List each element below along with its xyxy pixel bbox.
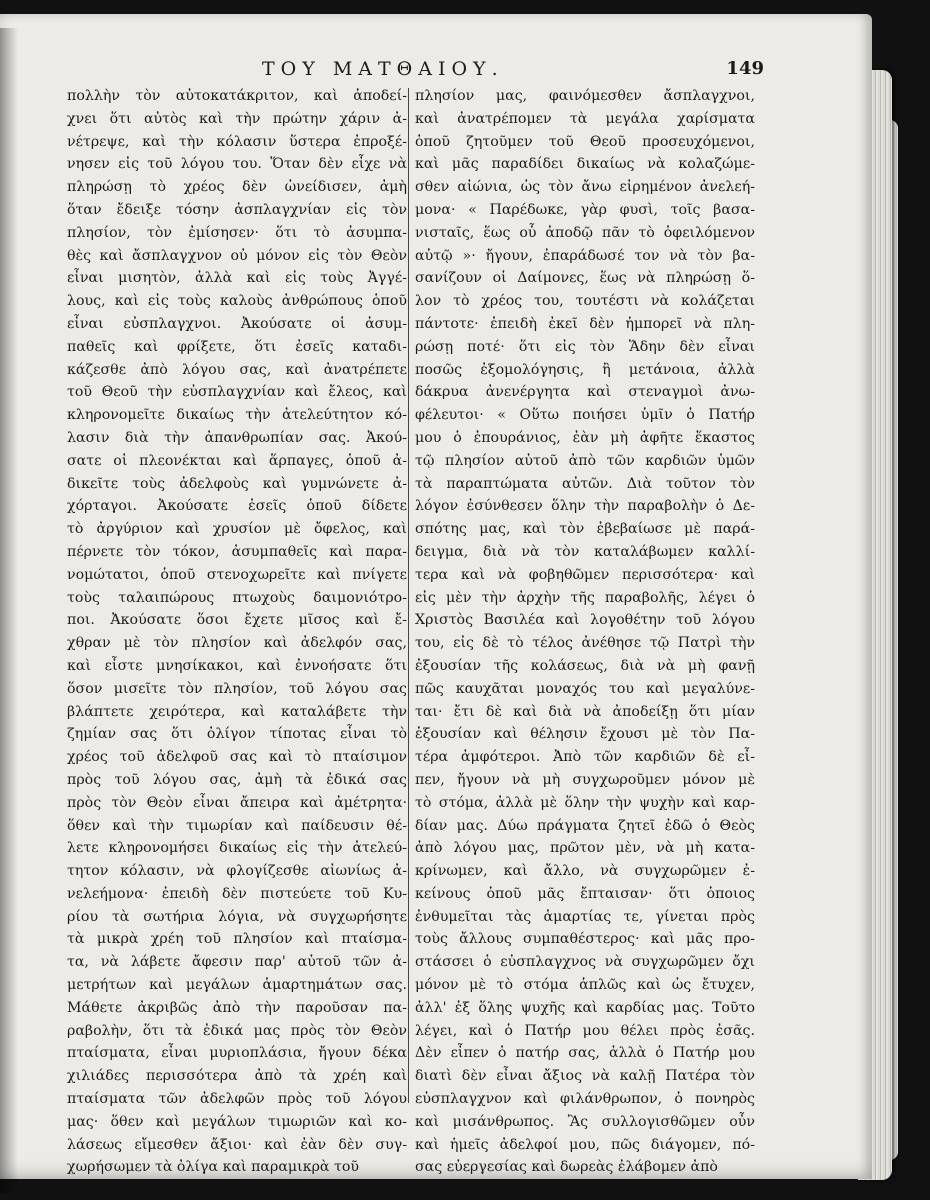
text-line: αὐτῷ »· ἤγουν, ἐπαράδωσέ τον νὰ τὸν βα- (415, 247, 755, 264)
text-line: δειγμα, διὰ νὰ τὸν καταλάβωμεν καλλί- (415, 543, 755, 560)
text-line: χρέος τοῦ ἀδελφοῦ σας καὶ τὸ πταίσιμον (67, 749, 407, 766)
text-line: κληρονομεῖτε δικαίως τὴν ἀτελεύτητον κό- (67, 407, 407, 424)
text-line: πεν, ἤγουν νὰ μὴ συγχωροῦμεν μόνον μὲ (415, 771, 755, 788)
text-line: εἰς μὲν τὴν ἀρχὴν τῆς παραβολῆς, λέγει ὁ (415, 589, 755, 606)
text-line: κάζεσθε ἀπὸ λόγου σας, καὶ ἀνατρέπετε (67, 361, 407, 378)
text-line: φέλευτοι· « Οὕτω ποιήσει ὑμῖν ὁ Πατήρ (415, 407, 755, 424)
text-line: καὶ μισάνθρωπος. Ἂς συλλογισθῶμεν οὖν (415, 1113, 755, 1130)
text-line: τὰ παραπτώματα αὐτῶν. Διὰ τοῦτον τὸν (415, 475, 755, 492)
text-line: ποι. Ἀκούσατε ὅσοι ἔχετε μῖσος καὶ ἔ- (67, 612, 407, 629)
text-line: μας· ὅθεν καὶ μεγάλων τιμωριῶν καὶ κο- (67, 1113, 407, 1130)
text-line: σπότης μας, καὶ τὸν ἐβεβαίωσε μὲ παρά- (415, 521, 755, 538)
text-line: ἀλλ' ἐξ ὅλης ψυχῆς καὶ καρδίας μας. Τοῦτο (415, 999, 755, 1016)
text-line: λέγει, καὶ ὁ Πατήρ μου θέλει πρὸς ἐσᾶς. (415, 1022, 755, 1039)
text-line: τέρα ἀμφότεροι. Ἀπὸ τῶν καρδιῶν δὲ εἶ- (415, 749, 755, 766)
text-line: τὰ μικρὰ χρέη τοῦ πλησίον καὶ πταίσμα- (67, 931, 407, 948)
text-line: πολλὴν τὸν αὐτοκατάκριτον, καὶ ἀποδεί- (67, 88, 407, 104)
text-line: νέτρεψε, καὶ τὴν κόλασιν ὕστερα ἐπροξέ- (67, 133, 407, 150)
text-line: διατὶ δὲν εἶναι ἄξιος νὰ καλῇ Πατέρα τὸν (415, 1068, 755, 1085)
text-line: καὶ ἡμεῖς ἀδελφοί μου, πῶς διάγομεν, πό- (415, 1136, 755, 1153)
text-line: λον τὸ χρέος του, τουτέστι νὰ κολάζεται (415, 293, 755, 310)
text-line: χωρήσωμεν τὰ ὀλίγα καὶ παραμικρὰ τοῦ (67, 1159, 360, 1176)
spine-shadow (0, 28, 18, 1193)
text-line: τητον κόλασιν, νὰ φλογίζεσθε αἰωνίως ἀ- (67, 863, 407, 880)
text-line: τερα καὶ νὰ φοβηθῶμεν περισσότερα· καὶ (415, 566, 755, 583)
text-line: μετρήτων καὶ μεγάλων ἁμαρτημάτων σας. (67, 977, 407, 994)
text-line: πταίσματα, εἶναι μυριοπλάσια, ἤγουν δέκα (67, 1045, 407, 1062)
text-line: σανίζουν οἱ Δαίμονες, ἕως νὰ πληρώσῃ ὅ- (415, 270, 755, 287)
text-line: σατε οἱ πλεονέκται καὶ ἅρπαγες, ὁποῦ ἀ- (67, 452, 407, 469)
text-line: καὶ ἀνατρέπομεν τὰ μεγάλα χαρίσματα (415, 110, 755, 127)
right-text-column (415, 85, 755, 1179)
text-line: χθραν μὲ τὸν πλησίον καὶ ἀδελφόν σας, (67, 635, 407, 652)
text-line: σας εὐεργεσίας καὶ δωρεὰς ἐλάβομεν ἀπὸ (415, 1159, 718, 1176)
text-line: στάσσει ὁ εὐσπλαγχνος νὰ συγχωρῶμεν ὄχι (415, 954, 755, 971)
text-line: δικεῖτε τοὺς ἀδελφοὺς καὶ γυμνώνετε ἀ- (67, 475, 407, 492)
text-line: χόρταγοι. Ἀκούσατε ἐσεῖς ὁποῦ δίδετε (67, 498, 407, 515)
text-line: τῷ πλησίον αὐτοῦ ἀπὸ τῶν καρδιῶν ὑμῶν (415, 452, 755, 469)
text-line: χιλιάδες περισσότερα ἀπὸ τὰ χρέη καὶ (67, 1068, 407, 1085)
text-line: πῶς καυχᾶται μοναχός του καὶ μεγαλύνε- (415, 680, 755, 697)
text-line: μόνον μὲ τὸ στόμα ἁπλῶς καὶ ὡς ἔτυχεν, (415, 977, 755, 994)
text-line: πρὸς τοῦ λόγου σας, ἀμὴ τὰ ἐδικά σας (67, 771, 407, 788)
text-line: ζημίαν σας ὅτι ὀλίγον τίποτας εἶναι τὸ (67, 726, 407, 743)
text-line: νησεν εἰς τοῦ λόγου του. Ὅταν δὲν εἶχε νὰ (67, 156, 407, 173)
text-line: δάκρυα ἀνενέργητα καὶ στεναγμοὶ ἀνω- (415, 384, 755, 401)
text-line: νελεήμονα· ἐπειδὴ δὲν πιστεύετε τοῦ Κυ- (67, 885, 407, 902)
column-divider (408, 88, 409, 1103)
text-line: χνει ὅτι αὐτὸς καὶ τὴν πρώτην χάριν ἀ- (67, 110, 407, 127)
text-line: νισταῖς, ἕως οὗ ἀποδῷ πᾶν τὸ ὀφειλόμενον (415, 224, 755, 241)
left-text-column (67, 85, 407, 1179)
text-line: τοὺς ταλαιπώρους πτωχοὺς δαιμονιότρο- (67, 589, 407, 606)
text-line: τὸ ἀργύριον καὶ χρυσίον μὲ ὄφελος, καὶ (67, 521, 407, 538)
text-line: λάσεως εἴμεσθεν ἄξιοι· καὶ ἐὰν δὲν συγ- (67, 1136, 407, 1153)
page-header (66, 58, 766, 88)
text-line: λασιν διὰ τὴν ἀπανθρωπίαν σας. Ἀκού- (67, 429, 407, 446)
text-line: δίαν μας. Δύω πράγματα ζητεῖ ἐδῶ ὁ Θεὸς (415, 817, 755, 834)
text-line: ὅταν ἔδειξε τόσην ἀσπλαγχνίαν εἰς τὸν (67, 201, 407, 218)
text-line: ρίου τὰ σωτήρια λόγια, νὰ συγχωρήσητε (67, 908, 407, 925)
text-line: μονα· « Παρέδωκε, γὰρ φυσὶ, τοῖς βασα- (415, 201, 755, 218)
text-line: ται· ἔτι δὲ καὶ διὰ νὰ ἀποδείξῃ ὅτι μίαν (415, 703, 755, 720)
text-line: νομώτατοι, ὁποῦ στενοχωρεῖτε καὶ πνίγετε (67, 566, 407, 583)
text-line: εἶναι μισητὸν, ἀλλὰ καὶ εἰς τοὺς Ἀγγέ- (67, 270, 407, 287)
text-line: ἐνθυμεῖται τὰς ἁμαρτίας τε, γίνεται πρὸς (415, 908, 755, 925)
text-line: λόγον ἐσύνθεσεν ὅλην τὴν παραβολὴν ὁ Δε- (415, 498, 755, 515)
text-line: τοὺς ἄλλους συμπαθέστερος· καὶ μᾶς προ- (415, 931, 755, 948)
text-line: πληρώσῃ τὸ χρέος δὲν ὠνείδισεν, ἀμὴ (67, 179, 407, 196)
text-line: ρώσῃ ποτέ· ὅτι εἰς τὸν Ἅδην δὲν εἶναι (415, 338, 755, 355)
text-line: παθεῖς καὶ φρίξετε, ὅτι ἐσεῖς καταδι- (67, 338, 407, 355)
text-line: εἶναι εὐσπλαγχνοι. Ἀκούσατε οἱ ἀσυμ- (67, 315, 407, 332)
text-line: μου ὁ ἐπουράνιος, ἐὰν μὴ ἀφῆτε ἕκαστος (415, 429, 755, 446)
text-line: καὶ μᾶς παραδίδει δικαίως νὰ κολαζώμε- (415, 156, 755, 173)
text-line: ἐξουσίαν τῆς κολάσεως, διὰ νὰ μὴ φανῇ (415, 657, 755, 674)
text-line: ὁποῦ ζητοῦμεν τοῦ Θεοῦ προσευχόμενοι, (415, 133, 755, 150)
text-line: πάντοτε· ἐπειδὴ ἐκεῖ δὲν ἠμπορεῖ νὰ πλη- (415, 315, 755, 332)
text-line: λους, καὶ εἰς τοὺς καλοὺς ἀνθρώπους ὁποῦ (67, 293, 407, 310)
text-line: ἀπὸ λόγου μας, πρῶτον μὲν, νὰ μὴ κατα- (415, 840, 755, 857)
text-line: θὲς καὶ ἄσπλαγχνον οὐ μόνον εἰς τὸν Θεὸν (67, 247, 407, 264)
text-line: του, εἰς δὲ τὸ τέλος ἀνέθησε τῷ Πατρὶ τὴν (415, 635, 755, 652)
text-line: ραβολὴν, ὅτι τὰ ἐδικά μας πρὸς τὸν Θεὸν (67, 1022, 407, 1039)
text-line: Μάθετε ἀκριβῶς ἀπὸ τὴν παροῦσαν πα- (67, 999, 407, 1016)
text-line: πρὸς τὸν Θεὸν εἶναι ἄπειρα καὶ ἀμέτρητα· (67, 794, 407, 811)
text-line: λετε κληρονομήσει δικαίως εἰς τὴν ἀτελεύ- (67, 840, 407, 857)
text-line: πλησίον, τὸν ἐμίσησεν· ὅτι τὸ ἀσυμπα- (67, 224, 407, 241)
running-title: ΤΟΥ ΜΑΤΘΑΙΟΥ. (262, 58, 504, 80)
text-line: ὅθεν καὶ τὴν τιμωρίαν καὶ παίδευσιν θέ- (67, 817, 407, 834)
text-line: ἐξουσίαν καὶ θέλησιν ἔχουσι μὲ τὸν Πα- (415, 726, 755, 743)
text-line: ποσῶς ἐξομολόγησις, ἢ μετάνοια, ἀλλὰ (415, 361, 755, 378)
text-line: κείνους ὁποῦ μᾶς ἔπταισαν· ὅτι ὁποιος (415, 885, 755, 902)
text-line: καὶ εἶστε μνησίκακοι, καὶ ἐννοήσατε ὅτι (67, 657, 407, 674)
text-line: κρίνωμεν, καὶ ἄλλο, νὰ συγχωρῶμεν ἐ- (415, 863, 755, 880)
text-line: πέρνετε τὸν τόκον, ἀσυμπαθεῖς καὶ παρα- (67, 543, 407, 560)
text-line: τα, νὰ λάβετε ἄφεσιν παρ' αὐτοῦ τῶν ἀ- (67, 954, 407, 971)
page-number: 149 (726, 58, 764, 79)
text-line: τοῦ Θεοῦ τὴν εὐσπλαγχνίαν καὶ ἔλεος, καὶ (67, 384, 407, 401)
text-line: Χριστὸς Βασιλέα καὶ λογοθέτην τοῦ λόγου (415, 612, 755, 629)
text-line: εὐσπλαγχνον καὶ φιλάνθρωπον, ὁ πονηρὸς (415, 1091, 755, 1108)
text-line: ὅσον μισεῖτε τὸν πλησίον, τοῦ λόγου σας (67, 680, 407, 697)
text-line: πταίσματα τῶν ἀδελφῶν πρὸς τοῦ λόγου (67, 1091, 407, 1108)
text-line: βλάπτετε χειρότερα, καὶ καταλάβετε τὴν (67, 703, 407, 720)
text-line: σθεν αἰώνια, ὡς τὸν ἄνω εἰρημένον ἀνελεή- (415, 179, 755, 196)
text-line: πλησίον μας, φαινόμεσθεν ἄσπλαγχνοι, (415, 88, 755, 104)
text-line: τὸ στόμα, ἀλλὰ μὲ ὅλην τὴν ψυχὴν καὶ καρ- (415, 794, 755, 811)
text-line: Δὲν εἶπεν ὁ πατήρ σας, ἀλλὰ ὁ Πατήρ μου (415, 1045, 755, 1062)
